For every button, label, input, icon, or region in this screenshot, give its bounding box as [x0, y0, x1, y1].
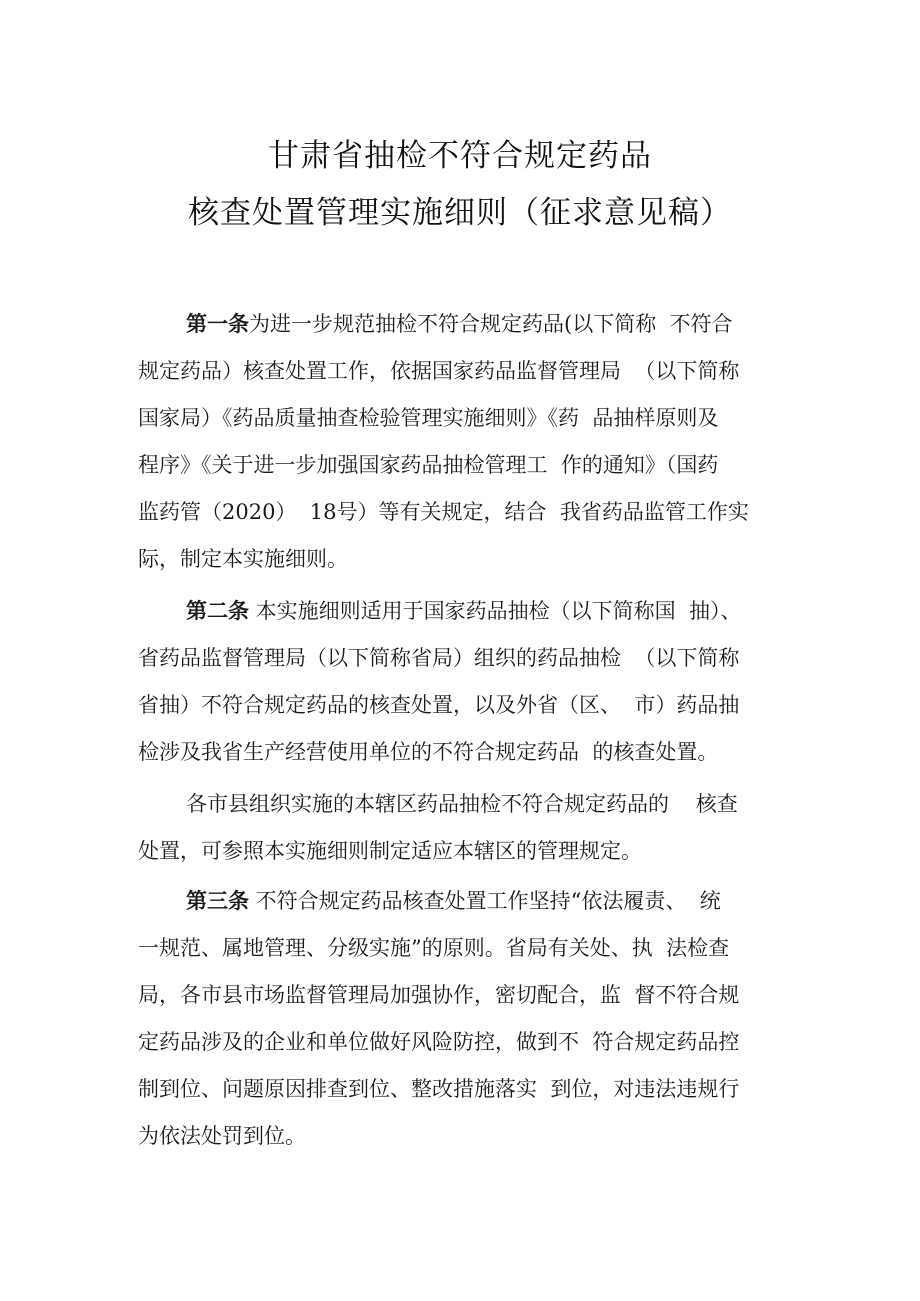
- article-2-text-1: 本实施细则适用于国家药品抽检（以下简称国 抽）、: [249, 599, 742, 623]
- paragraph-cities-line-2: 处置，可参照本实施细则制定适应本辖区的管理规定。: [138, 839, 642, 863]
- document-title-line-2: 核查处置管理实施细则（征求意见稿）: [188, 195, 732, 231]
- article-2-line-4: 检涉及我省生产经营使用单位的不符合规定药品 的核查处置。: [138, 740, 719, 764]
- article-1-line-4: 程序》《关于进一步加强国家药品抽检管理工 作的通知》（国药: [138, 453, 719, 477]
- article-3-heading: 第三条: [186, 889, 249, 913]
- article-1-heading: 第一条: [186, 312, 249, 336]
- article-2-line-1: [186, 596, 798, 626]
- document-title-line-1: 甘肃省抽检不符合规定药品: [268, 138, 652, 174]
- article-1-line-1: [186, 309, 798, 339]
- article-3-text-1: 不符合规定药品核查处置工作坚持“依法履责、 统: [249, 889, 721, 913]
- article-1-line-3: 国家局）《药品质量抽查检验管理实施细则》《药 品抽样原则及: [138, 406, 719, 430]
- article-2-line-3: 省抽）不符合规定药品的核查处置，以及外省（区、 市）药品抽: [138, 693, 740, 717]
- article-3-line-6: 为依法处罚到位。: [138, 1124, 306, 1148]
- article-1-text-1: 为进一步规范抽检不符合规定药品(以下简称 不符合: [249, 312, 733, 336]
- article-1-line-6: 际，制定本实施细则。: [138, 547, 348, 571]
- article-3-line-4: 定药品涉及的企业和单位做好风险防控，做到不 符合规定药品控: [138, 1030, 740, 1054]
- article-3-line-3: 局，各市县市场监督管理局加强协作，密切配合，监 督不符合规: [138, 983, 740, 1007]
- article-2-heading: 第二条: [186, 599, 249, 623]
- article-3-line-2: 一规范、属地管理、分级实施”的原则。省局有关处、执 法检查: [138, 936, 730, 960]
- article-1-line-5: 监药管（2020） 18号）等有关规定，结合 我省药品监管工作实: [138, 500, 749, 524]
- article-2-line-2: 省药品监督管理局（以下简称省局）组织的药品抽检 （以下简称: [138, 646, 740, 670]
- article-1-line-2: 规定药品）核查处置工作，依据国家药品监督管理局 （以下简称: [138, 359, 740, 383]
- paragraph-cities-line-1: 各市县组织实施的本辖区药品抽检不符合规定药品的 核查: [186, 792, 738, 816]
- article-3-line-5: 制到位、问题原因排查到位、整改措施落实 到位，对违法违规行: [138, 1077, 740, 1101]
- article-3-line-1: [186, 886, 798, 916]
